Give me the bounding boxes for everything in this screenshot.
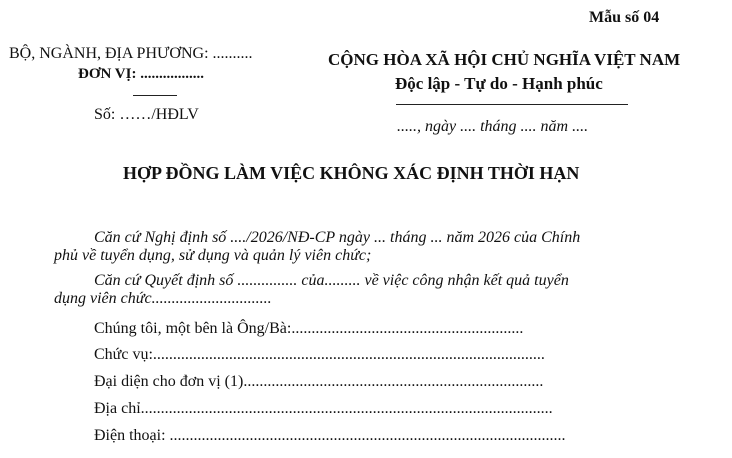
phone-field: Điện thoại: ...................................................................................................	[94, 427, 566, 444]
party-field: Chúng tôi, một bên là Ông/Bà:..........................................................	[94, 320, 524, 337]
position-field: Chức vụ:..................................................................................................	[94, 346, 545, 363]
ministry-line: BỘ, NGÀNH, ĐỊA PHƯƠNG: ..........	[9, 45, 253, 62]
decision-basis-line-1: Căn cứ Quyết định số ............... của......... về việc công nhận kết quả tuyển	[94, 272, 569, 289]
address-field: Địa chỉ.......................................................................................................	[94, 400, 553, 417]
date-line: ....., ngày .... tháng .... năm ....	[397, 118, 589, 135]
decree-basis-line-2: phủ về tuyển dụng, sử dụng và quản lý viên chức;	[54, 247, 372, 264]
representative-field: Đại diện cho đơn vị (1)...........................................................................	[94, 373, 544, 390]
decision-basis-line-2: dụng viên chức..............................	[54, 290, 272, 307]
form-number: Mẫu số 04	[589, 9, 660, 26]
document-number: Số: ……/HĐLV	[94, 106, 199, 123]
motto-underline	[396, 104, 628, 105]
unit-line: ĐƠN VỊ: .................	[78, 66, 204, 82]
decree-basis-line-1: Căn cứ Nghị định số ..../2026/NĐ-CP ngày ... tháng ... năm 2026 của Chính	[94, 229, 581, 246]
national-motto: Độc lập - Tự do - Hạnh phúc	[395, 74, 603, 93]
unit-underline	[133, 95, 177, 96]
republic-name: CỘNG HÒA XÃ HỘI CHỦ NGHĨA VIỆT NAM	[328, 50, 681, 69]
document-title: HỢP ĐỒNG LÀM VIỆC KHÔNG XÁC ĐỊNH THỜI HẠN	[123, 163, 580, 183]
